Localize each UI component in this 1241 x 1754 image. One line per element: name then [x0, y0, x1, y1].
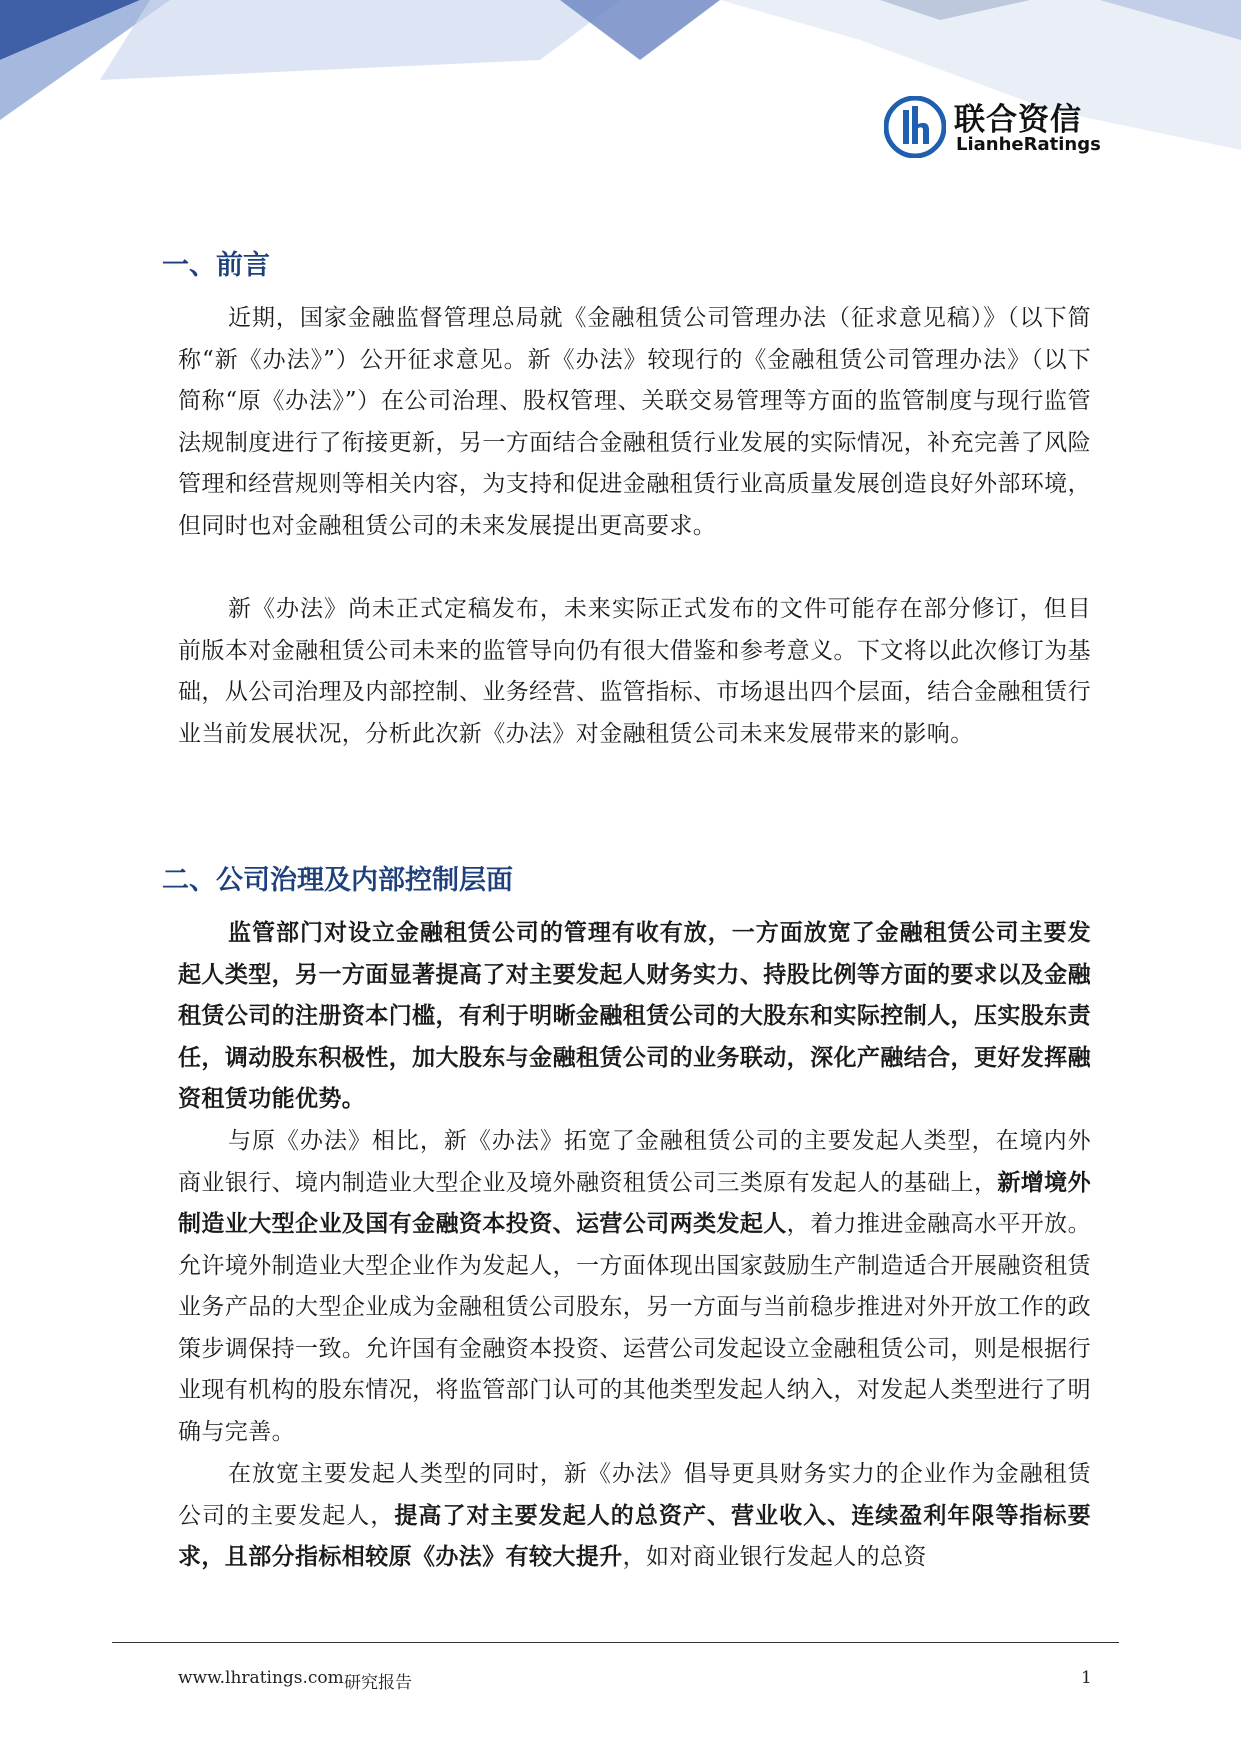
text-run: 在放宽主要发起人类型的同时，新《办法》倡导更具财务实力的企业作为金融租赁公司的主要发起人， [178, 1461, 1091, 1529]
page-number: 1 [1081, 1668, 1092, 1688]
paragraph-intro-1: 近期，国家金融监督管理总局就《金融租赁公司管理办法（征求意见稿）》（以下简称“新《办法》”）公开征求意见。新《办法》较现行的《金融租赁公司管理办法》（以下简称“原《办法》”）在公司治理、股权管理、关联交易管理等方面的监管制度与现行监管法规制度进行了衔接更新，另一方面结合金融租赁行业发展的实际情况，补充完善了风险管理和经营规则等相关内容，为支持和促进金融租赁行业高质量发展创造良好外部环境，但同时也对金融租赁公司的未来发展提出更高要求。 [178, 305, 1091, 539]
footer-website: www.lhratings.com [178, 1668, 344, 1688]
paragraph-sponsor-requirements [178, 1454, 1091, 1579]
bold-text-run: 提高了对主要发起人的总资产、营业收入、连续盈利年限等指标要求，且部分指标相较原《办法》有较大提升 [178, 1502, 1091, 1570]
footer-divider [112, 1642, 1119, 1643]
section-heading-governance: 二、公司治理及内部控制层面 [162, 865, 513, 896]
paragraph-governance-summary: 监管部门对设立金融租赁公司的管理有收有放，一方面放宽了金融租赁公司主要发起人类型，另一方面显著提高了对主要发起人财务实力、持股比例等方面的要求以及金融租赁公司的注册资本门槛，有利于明晰金融租赁公司的大股东和实际控制人，压实股东责任，调动股东积极性，加大股东与金融租赁公司的业务联动，深化产融结合，更好发挥融资租赁功能优势。 [178, 920, 1091, 1112]
footer-document-type: 研究报告 [344, 1673, 412, 1693]
paragraph-sponsor-types [178, 1121, 1091, 1453]
section-heading-preface: 一、前言 [162, 250, 270, 281]
logo-chinese-name: 联合资信 [954, 102, 1082, 138]
bold-text-run: 新增境外制造业大型企业及国有金融资本投资、运营公司两类发起人 [178, 1169, 1091, 1237]
text-run: 与原《办法》相比，新《办法》拓宽了金融租赁公司的主要发起人类型，在境内外商业银行、境内制造业大型企业及境外融资租赁公司三类原有发起人的基础上， [178, 1128, 1091, 1196]
text-run: ，着力推进金融高水平开放。允许境外制造业大型企业作为发起人，一方面体现出国家鼓励生产制造适合开展融资租赁业务产品的大型企业成为金融租赁公司股东，另一方面与当前稳步推进对外开放工作的政策步调保持一致。允许国有金融资本投资、运营公司发起设立金融租赁公司，则是根据行业现有机构的股东情况，将监管部门认可的其他类型发起人纳入，对发起人类型进行了明确与完善。 [178, 1211, 1091, 1445]
text-run: ，如对商业银行发起人的总资 [622, 1544, 927, 1570]
logo-english-name: LianheRatings [956, 134, 1101, 155]
brand-logo [884, 94, 1104, 160]
paragraph-intro-2: 新《办法》尚未正式定稿发布，未来实际正式发布的文件可能存在部分修订，但目前版本对金融租赁公司未来的监管导向仍有很大借鉴和参考意义。下文将以此次修订为基础，从公司治理及内部控制、业务经营、监管指标、市场退出四个层面，结合金融租赁行业当前发展状况，分析此次新《办法》对金融租赁公司未来发展带来的影响。 [178, 596, 1091, 747]
lianhe-logo-icon [884, 96, 946, 158]
